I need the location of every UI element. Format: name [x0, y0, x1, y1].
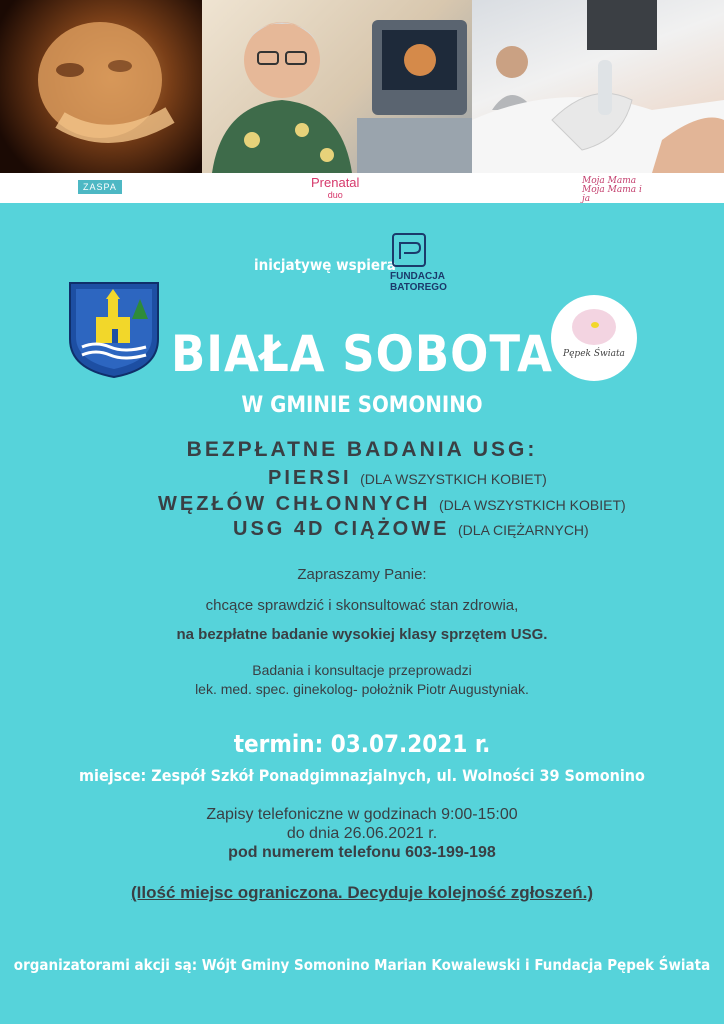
limited-places-note: (Ilość miejsc ograniczona. Decyduje kolejność zgłoszeń.): [131, 883, 593, 902]
usg-item: [233, 518, 589, 541]
prenatal-logo-sub: duo: [327, 190, 343, 200]
usg-item-note: (DLA WSZYSTKICH KOBIET): [438, 497, 626, 513]
batory-name: BATOREGO: [390, 282, 447, 293]
exam-illustration: [472, 0, 724, 173]
moja-mama-logo: Moja Mama Moja Mama i ja: [582, 176, 642, 204]
invite-line-1: Zapraszamy Panie:: [297, 566, 427, 583]
event-place: miejsce: Zespół Szkół Ponadgimnazjalnych, ul. Wolności 39 Somonino: [79, 766, 645, 785]
usg-item-note: (DLA WSZYSTKICH KOBIET): [360, 471, 547, 487]
ultrasound-baby-photo: [0, 0, 202, 173]
registration-deadline: do dnia 26.06.2021 r.: [286, 825, 438, 842]
doctor-line-2: lek. med. spec. ginekolog- położnik Piotr Augustyniak.: [195, 681, 529, 697]
doctor-line-1: Badania i konsultacje przeprowadzi: [252, 662, 472, 678]
pepek-swiata-label: Pępek Świata: [563, 349, 625, 359]
sponsor-logos-strip: [0, 173, 724, 203]
zaspa-logo: ZASPA: [78, 180, 122, 194]
support-text: inicjatywę wspiera: [254, 256, 396, 274]
batory-logo-text: [390, 271, 447, 293]
page-subtitle: W GMINIE SOMONINO: [241, 393, 483, 418]
usg-item-name: PIERSI: [268, 467, 352, 489]
batory-fundacja: FUNDACJA: [390, 271, 445, 282]
prenatal-logo: [311, 177, 359, 201]
registration-hours: Zapisy telefoniczne w godzinach 9:00-15:00: [206, 806, 518, 823]
usg-item: [158, 493, 626, 516]
usg-item-name: WĘZŁÓW CHŁONNYCH: [158, 493, 431, 515]
invite-line-3: na bezpłatne badanie wysokiej klasy sprzętem USG.: [176, 626, 548, 643]
doctor-photo: [202, 0, 472, 173]
usg-item-note: (DLA CIĘŻARNYCH): [458, 522, 589, 538]
ultrasound-exam-photo: [472, 0, 724, 173]
usg-heading: BEZPŁATNE BADANIA USG:: [186, 438, 538, 461]
doctor-illustration: [202, 0, 472, 173]
event-date: termin: 03.07.2021 r.: [233, 730, 491, 758]
batory-logo-icon: [392, 233, 426, 267]
header-photos: [0, 0, 724, 173]
prenatal-logo-text: Prenatal: [311, 175, 360, 190]
usg-item: [268, 467, 547, 490]
page-title: BIAŁA SOBOTA: [171, 325, 553, 383]
registration-phone: pod numerem telefonu 603-199-198: [228, 844, 496, 861]
batory-logo-mark: [394, 235, 424, 265]
organizers-line: organizatorami akcji są: Wójt Gminy Somonino Marian Kowalewski i Fundacja Pępek Świata: [13, 956, 711, 974]
usg-item-name: USG 4D CIĄŻOWE: [233, 518, 450, 540]
invite-line-2: chcące sprawdzić i skonsultować stan zdrowia,: [205, 597, 519, 614]
baby-face-shape: [0, 0, 202, 173]
